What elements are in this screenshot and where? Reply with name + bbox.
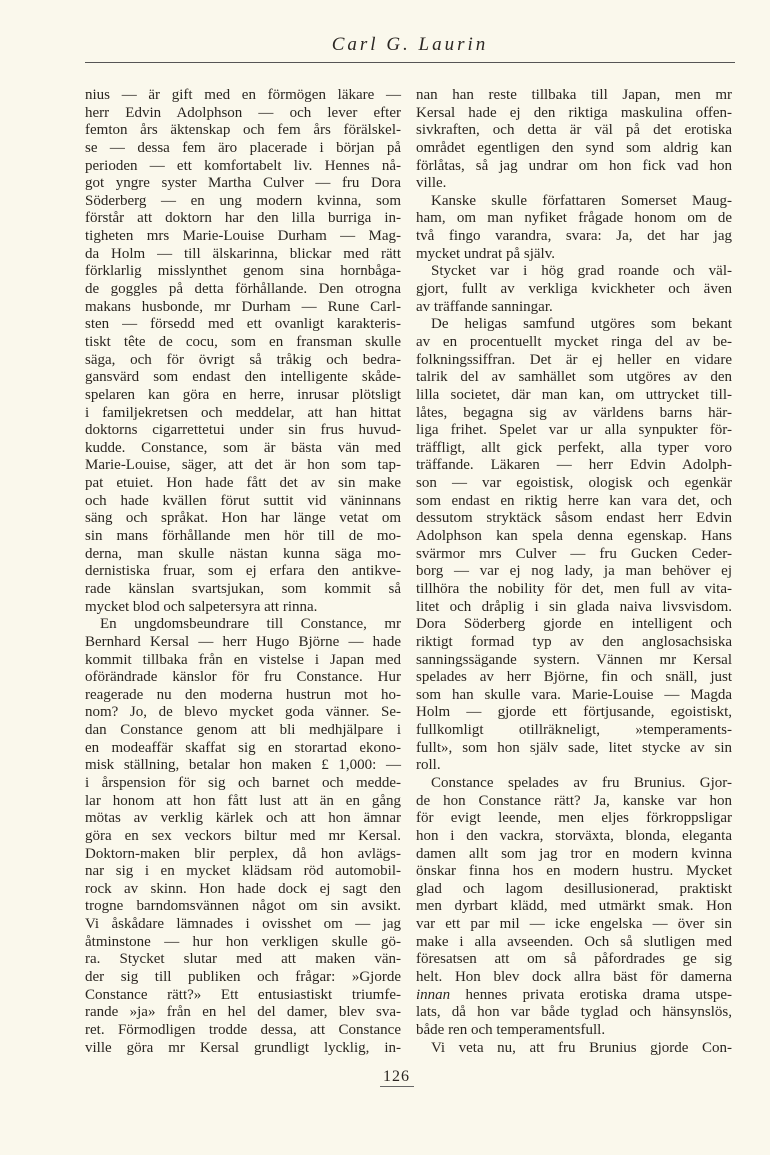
text-line: talrik del av samhället som utgöres av den [416,369,732,386]
text-line: i årspension för sig och barnet och medde- [85,774,401,791]
text-line: En ungdomsbeundrare till Constance, mr [100,616,401,633]
text-line: borg — var ej nog lady, ja man behöver ej [416,563,732,580]
text-line: reagerade nu den moderna hustrun mot ho- [85,686,401,703]
text-line [416,987,732,1005]
text-line: föresatsen att om så påfordrades ge sig [416,951,732,968]
text-line: göra en sex veckors biltur med mr Kersal. [85,827,401,844]
text-line: Doktorn-maken blir perplex, då hon avlägs- [85,845,401,862]
text-line: trogne barndomsvännen något om sin avsikt. [85,898,401,915]
text-line: ra. Stycket slutar med att maken vän- [85,951,401,968]
text-line: herr Edvin Adolphson — och lever efter [85,104,401,121]
text-line: rock av skinn. Hon hade dock ej sagt den [85,880,401,897]
text-line: Vi veta nu, att fru Brunius gjorde Con- [431,1039,732,1056]
text-line: da Holm — till älskarinna, blickar med rätt [85,245,401,262]
text-line: lar honom att hon fått lust att än en gång [85,792,401,809]
text-line: för evigt leende, men eljes förkroppsligar [416,810,732,827]
text-line: förklarlig misslynthet genom sina hornbåga- [85,263,401,280]
text-line: Dora Söderberg gjorde en intelligent och [416,616,732,633]
text-line: två fingo varandra, svara: Ja, det har jag [416,228,732,245]
text-line: doktorns cigarrettetui under sin frus huvud- [85,422,401,439]
text-line: hon i den vackra, storväxta, blonda, eleganta [416,827,732,844]
text-line: ville. [416,175,447,192]
text-line: De heligas samfund utgöres som bekant [431,316,732,333]
header-rule [85,62,735,63]
text-line: Holm — gjorde ett förtjusande, egoistiskt, [416,704,732,721]
text-line: litet och dråplig i sin glada naiva livsvisdom. [416,598,732,615]
text-line: fullkomligt otillräkneligt, »temperaments- [416,722,732,739]
text-line: i familjekretsen och meddelar, att han hittat [85,404,401,421]
text-line: dan Constance genom att bli medhjälpare i [85,722,401,739]
text-line: dessutom stryktäck såsom endast herr Edvin [416,510,732,527]
text-line: femton års äktenskap och fem års förälskel- [85,122,401,139]
text-line: säga, och för övrigt så tråkig och bedra- [85,351,401,368]
text-line: sten — försedd med ett ovanligt karakteris- [85,316,401,333]
left-column [85,87,401,1057]
text-line: Constance spelades av fru Brunius. Gjor- [431,774,732,791]
text-line: pat etuiet. Hon hade fått det av sin make [85,475,401,492]
text-line: fullt», som hon själv sade, litet stycke av sin [416,739,732,756]
text-line: träffande. Läkaren — herr Edvin Adolph- [416,457,732,474]
text-line: området egentligen den synd som aldrig kan [416,139,732,156]
text-line: träffligt, allt gick perfekt, alla typer voro [416,439,732,456]
page-number-rule [380,1086,414,1087]
text-line: tillhöra the nobility för det, men full av vita- [416,580,732,597]
text-line: liga frihet. Spelet var ur alla synpukter för- [416,422,732,439]
text-line: kudde. Constance, som är bästa vän med [85,439,401,456]
text-line: nar sig i en mycket klädsam röd automobil- [85,863,401,880]
text-line: oförändrade känslor för fru Constance. Hur [85,669,401,686]
text-line: make i alla avseenden. Och så slutligen med [416,933,732,950]
text-line: Söderberg — en ung modern kvinna, som [85,192,401,209]
text-line: got yngre syster Martha Culver — fru Dora [85,175,401,192]
text-line: förlåtas, så jag undrar om hon fick vad hon [416,157,732,174]
text-line: både ren och temperamentsfull. [416,1021,606,1038]
text-line: de goggles på detta förhållande. Den otrogna [85,281,401,298]
text-line: misk ställning, betalar hon maken £ 1,000: — [85,757,401,774]
text-line: sivkraften, och detta är väl på det erotiska [416,122,732,139]
text-line: son — var egoistisk, ologisk och egenkär [416,475,732,492]
text-line: ham, om man nyfiket frågade honom om de [416,210,732,227]
text-line: sanningssägande systern. Vännen mr Kersal [416,651,732,668]
text-line: spelaren kan göra en herre, inrusar plötsligt [85,386,401,403]
text-line: Bernhard Kersal — herr Hugo Björne — hade [85,633,401,650]
text-line: sin mans förhållande men hör till de mo- [85,528,401,545]
text-line: men dyrbart klädd, med utmärkt smak. Hon [416,898,732,915]
italic-word: innan [416,986,451,1003]
text-line: Adolphson kan spela denna egenskap. Hans [416,528,732,545]
text-line: de hon Constance rätt? Ja, kanske var hon [416,792,732,809]
text-line: Kersal hade ej den riktiga maskulina offen- [416,104,732,121]
text-line: tigheten mrs Marie-Louise Durham — Mag- [85,228,401,245]
text-line: ville göra mr Kersal grundligt lycklig, in- [85,1039,401,1056]
running-title: Carl G. Laurin [331,34,489,55]
text-line: spelades av herr Björne, fin och snäll, just [416,669,732,686]
text-line: der sig till publiken och frågar: »Gjorde [85,969,401,986]
line-text: hennes privata erotiska drama utspe- [450,986,732,1003]
text-line: derna, man skulle nästan kunna säga mo- [85,545,401,562]
text-line: rande »ja» från en hel del damer, blev sva- [85,1004,401,1021]
text-line: var ett par mil — icke engelska — över sin [416,916,732,933]
text-line: gansvärd som endast den intelligente skåde- [85,369,401,386]
text-line: säng och språkat. Hon har länge vetat om [85,510,401,527]
text-line: och hade kvällen förut suttit vid väninnans [85,492,401,509]
text-line: av träffande sanningar. [416,298,553,315]
text-line: damen allt som jag tror en modern kvinna [416,845,732,862]
text-line: nan han reste tillbaka till Japan, men mr [416,87,732,103]
text-line: önskar finna hos en modern hustru. Mycket [416,863,732,880]
text-line: roll. [416,757,441,774]
text-line: gjort, fullt av verkliga kvickheter och även [416,281,732,298]
text-line: ret. Förmodligen trodde dessa, att Constance [85,1021,401,1038]
text-line: Kanske skulle författaren Somerset Maug- [431,192,732,209]
text-line: kommit tillbaka från en vistelse i Japan med [85,651,401,668]
text-line: Stycket var i hög grad roande och väl- [431,263,732,280]
text-line: tiskt tête de cocu, som en fransman skulle [85,333,401,350]
text-line: perioden — ett komfortabelt liv. Hennes nå- [85,157,401,174]
text-line: mycket blod och salpetersyra att rinna. [85,598,318,615]
text-line: se — dessa fem äro placerade i början på [85,139,401,156]
text-line: lilla societet, där man kan, om uttrycket till- [416,386,732,403]
text-line: som han skulle vara. Marie-Louise — Magda [416,686,732,703]
text-line: folkningssiffran. Det är ej heller en vidare [416,351,732,368]
text-line: Vi åskådare lämnades i ovisshet om — jag [85,916,401,933]
text-line: helt. Hon blev dock allra bäst för damerna [416,969,732,986]
text-line: dernistiska fruar, som ej erfara den antikve- [85,563,401,580]
text-line: åtminstone — hur hon verkligen skulle gö- [85,933,401,950]
text-line: glad och lagom desillusionerad, praktiskt [416,880,732,897]
text-line: lats, då hon var både tyglad och hänsynslös, [416,1004,732,1021]
text-line: nom? Jo, de blevo mycket goda vänner. Se- [85,704,401,721]
text-line: förstår att doktorn har den lilla burriga in- [85,210,401,227]
text-line: mycket undrat på själv. [416,245,555,262]
text-line: riktigt formad typ av den anglosachsiska [416,633,732,650]
text-line: av en procentuellt mycket ringa del av be- [416,333,732,350]
text-line: som endast en riktig herre kan vara det, och [416,492,732,509]
text-line: en modeaffär skaffat sig en storartad ekono- [85,739,401,756]
right-column [416,87,732,1057]
text-line: Constance rätt?» Ett entusiastiskt triumfe- [85,986,401,1003]
text-line: rade känslan svartsjukan, som kommit så [85,580,401,597]
text-line: Marie-Louise, säger, att det är hon som tap- [85,457,401,474]
text-line: mötas av verklig kärlek och att hon ämnar [85,810,401,827]
text-line: makans husbonde, mr Durham — Rune Carl- [85,298,401,315]
text-line: nius — är gift med en förmögen läkare — [85,87,401,103]
text-line: låtes, begagna sig av världens barns här- [416,404,732,421]
page-number: 126 [383,1068,410,1085]
text-line: svärmor mrs Culver — fru Gucken Ceder- [416,545,732,562]
